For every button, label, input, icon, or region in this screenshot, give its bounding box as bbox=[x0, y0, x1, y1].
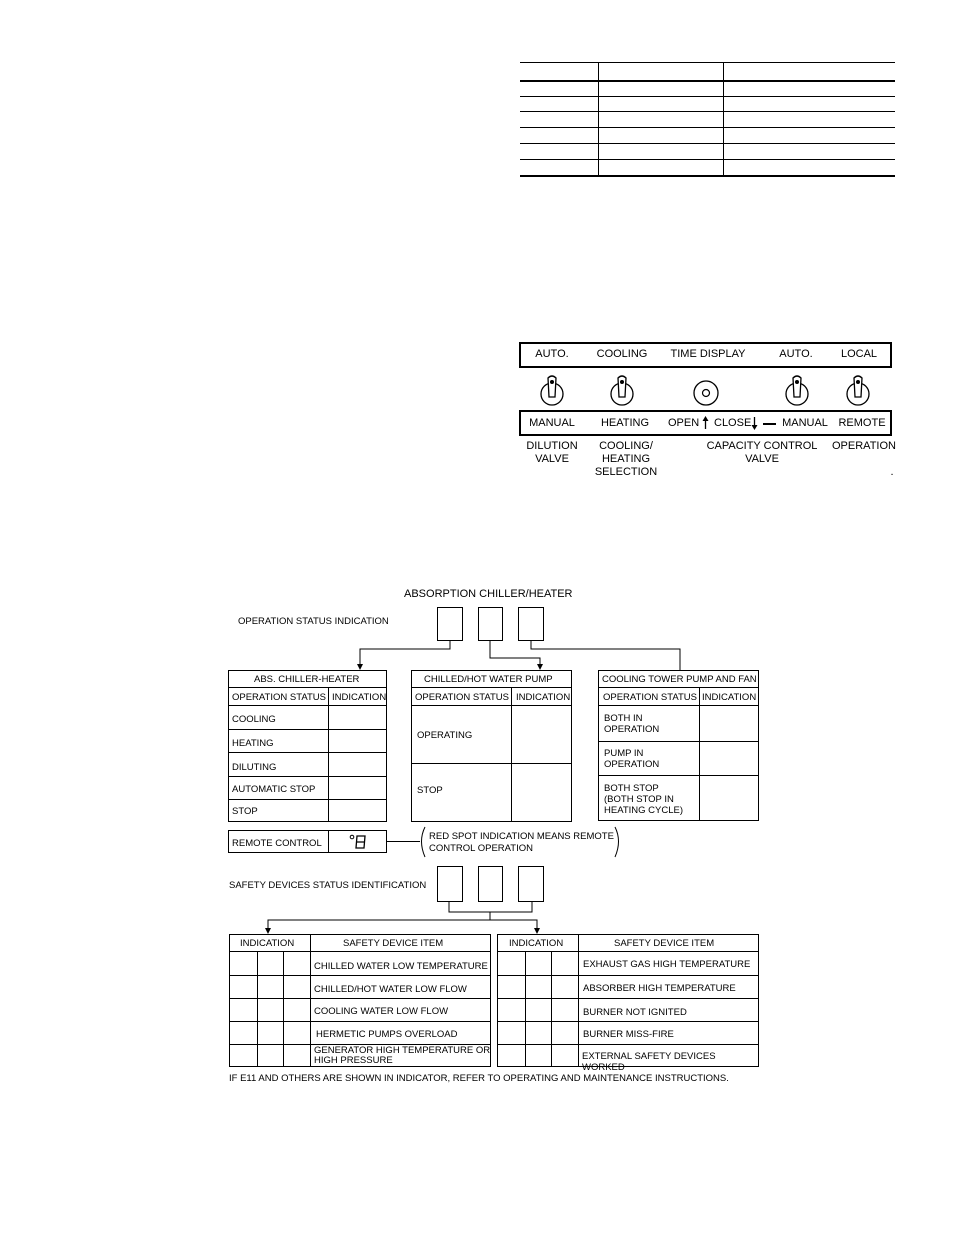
indication-cell bbox=[497, 951, 526, 976]
indication-cell bbox=[229, 1044, 258, 1067]
indication-cell bbox=[229, 1021, 258, 1045]
bottom-label-manual: MANUAL bbox=[529, 417, 575, 429]
indication-cell bbox=[525, 998, 552, 1022]
col-indication-label: INDICATION bbox=[240, 938, 295, 949]
indication-cell bbox=[229, 951, 258, 976]
row-label: COOLING WATER LOW FLOW bbox=[314, 1006, 449, 1017]
table-row bbox=[310, 1044, 491, 1067]
row-label: STOP bbox=[417, 785, 443, 796]
row-label: BOTH STOP (BOTH STOP IN HEATING CYCLE) bbox=[604, 783, 684, 816]
row-label: BURNER NOT IGNITED bbox=[583, 1007, 687, 1018]
table-row bbox=[578, 1021, 759, 1045]
top-label-dilution-auto: AUTO. bbox=[535, 348, 569, 360]
caption-text: CAPACITY CONTROL VALVE bbox=[706, 440, 818, 465]
table-row bbox=[310, 1021, 491, 1045]
caption-text: DILUTION VALVE bbox=[526, 440, 578, 465]
indication-cell bbox=[551, 998, 579, 1022]
bottom-label-remote: REMOTE bbox=[838, 417, 886, 429]
row-label: AUTOMATIC STOP bbox=[232, 784, 316, 795]
table-row bbox=[578, 998, 759, 1022]
indication-cell bbox=[257, 975, 284, 999]
indication-cell bbox=[525, 951, 552, 976]
col-status-label: OPERATION STATUS bbox=[603, 692, 697, 703]
indication-cell bbox=[525, 1021, 552, 1045]
safety-left-col-indication bbox=[229, 934, 311, 952]
indication-cell bbox=[551, 975, 579, 999]
table-row bbox=[310, 951, 491, 976]
bottom-label-capacity-manual: MANUAL bbox=[782, 417, 828, 429]
col-status-label: OPERATION STATUS bbox=[415, 692, 509, 703]
indication-cell bbox=[229, 975, 258, 999]
table-row bbox=[578, 1044, 759, 1073]
row-label: PUMP IN OPERATION bbox=[604, 748, 660, 770]
indication-cell bbox=[551, 951, 579, 976]
table-row bbox=[310, 998, 491, 1022]
diagram-title: ABSORPTION CHILLER/HEATER bbox=[404, 588, 573, 600]
top-label-cooling: COOLING bbox=[596, 348, 648, 360]
tower-title: COOLING TOWER PUMP AND FAN bbox=[602, 674, 757, 685]
indication-cell bbox=[283, 1044, 311, 1067]
col-indication-label: INDICATION bbox=[509, 938, 564, 949]
bottom-label-open: OPEN bbox=[668, 417, 700, 429]
col-indication-label: INDICATION bbox=[516, 692, 571, 703]
indication-cell bbox=[283, 975, 311, 999]
remote-control-label: REMOTE CONTROL bbox=[232, 838, 322, 849]
top-label-time-display: TIME DISPLAY bbox=[670, 348, 746, 360]
indication-cell bbox=[551, 1021, 579, 1045]
operation-status-label: OPERATION STATUS INDICATION bbox=[238, 616, 389, 627]
row-label: BOTH IN OPERATION bbox=[604, 713, 660, 735]
footer-note: IF E11 AND OTHERS ARE SHOWN IN INDICATOR, REFER TO OPERATING AND MAINTENANCE INSTRUCTIONS. bbox=[229, 1073, 729, 1084]
indication-cell bbox=[229, 998, 258, 1022]
col-item-label: SAFETY DEVICE ITEM bbox=[614, 938, 715, 949]
indication-cell bbox=[497, 975, 526, 999]
indication-cell bbox=[283, 1021, 311, 1045]
col-indication-label: INDICATION bbox=[332, 692, 387, 703]
indication-cell bbox=[551, 1044, 579, 1067]
indication-cell bbox=[497, 998, 526, 1022]
indication-cell bbox=[525, 1044, 552, 1067]
safety-devices-label: SAFETY DEVICES STATUS IDENTIFICATION bbox=[229, 880, 427, 891]
indication-cell bbox=[525, 975, 552, 999]
bottom-label-close: CLOSE bbox=[714, 417, 752, 429]
row-label: ABSORBER HIGH TEMPERATURE bbox=[583, 983, 736, 994]
row-label: CHILLED/HOT WATER LOW FLOW bbox=[314, 984, 467, 995]
table-row bbox=[578, 951, 759, 976]
col-item-label: SAFETY DEVICE ITEM bbox=[343, 938, 444, 949]
top-label-capacity-auto: AUTO. bbox=[779, 348, 813, 360]
col-status-label: OPERATION STATUS bbox=[232, 692, 326, 703]
col-indication-label: INDICATION bbox=[702, 692, 757, 703]
indication-cell bbox=[497, 1021, 526, 1045]
row-label: OPERATING bbox=[417, 730, 473, 741]
row-label: BURNER MISS-FIRE bbox=[583, 1029, 674, 1040]
row-label: CHILLED WATER LOW TEMPERATURE bbox=[314, 961, 488, 972]
indication-cell bbox=[257, 951, 284, 976]
indication-cell bbox=[257, 1021, 284, 1045]
caption-text: COOLING/ HEATING SELECTION bbox=[594, 440, 658, 478]
row-label: DILUTING bbox=[232, 762, 277, 773]
indication-cell bbox=[257, 1044, 284, 1067]
row-label: EXTERNAL SAFETY DEVICES WORKED bbox=[582, 1051, 716, 1073]
chiller-title: ABS. CHILLER-HEATER bbox=[254, 674, 360, 685]
trailing-mark: . bbox=[890, 466, 894, 478]
pump-title: CHILLED/HOT WATER PUMP bbox=[424, 674, 553, 685]
row-label: HEATING bbox=[232, 738, 274, 749]
indication-cell bbox=[257, 998, 284, 1022]
top-label-local: LOCAL bbox=[840, 348, 878, 360]
safety-left-col-item bbox=[310, 934, 491, 952]
indication-cell bbox=[283, 951, 311, 976]
row-label: STOP bbox=[232, 806, 258, 817]
table-row bbox=[310, 975, 491, 999]
row-label: HERMETIC PUMPS OVERLOAD bbox=[316, 1029, 458, 1040]
row-label: COOLING bbox=[232, 714, 276, 725]
row-label: GENERATOR HIGH TEMPERATURE OR HIGH PRESSURE bbox=[314, 1045, 491, 1066]
indication-cell bbox=[283, 998, 311, 1022]
bottom-label-heating: HEATING bbox=[600, 417, 650, 429]
safety-right-col-item bbox=[578, 934, 759, 952]
red-spot-note: RED SPOT INDICATION MEANS REMOTE CONTROL OPERATION bbox=[429, 831, 614, 854]
safety-right-col-indication bbox=[497, 934, 579, 952]
table-row bbox=[578, 975, 759, 999]
row-label: EXHAUST GAS HIGH TEMPERATURE bbox=[583, 959, 751, 970]
caption-text: OPERATION bbox=[832, 440, 896, 452]
indication-cell bbox=[497, 1044, 526, 1067]
